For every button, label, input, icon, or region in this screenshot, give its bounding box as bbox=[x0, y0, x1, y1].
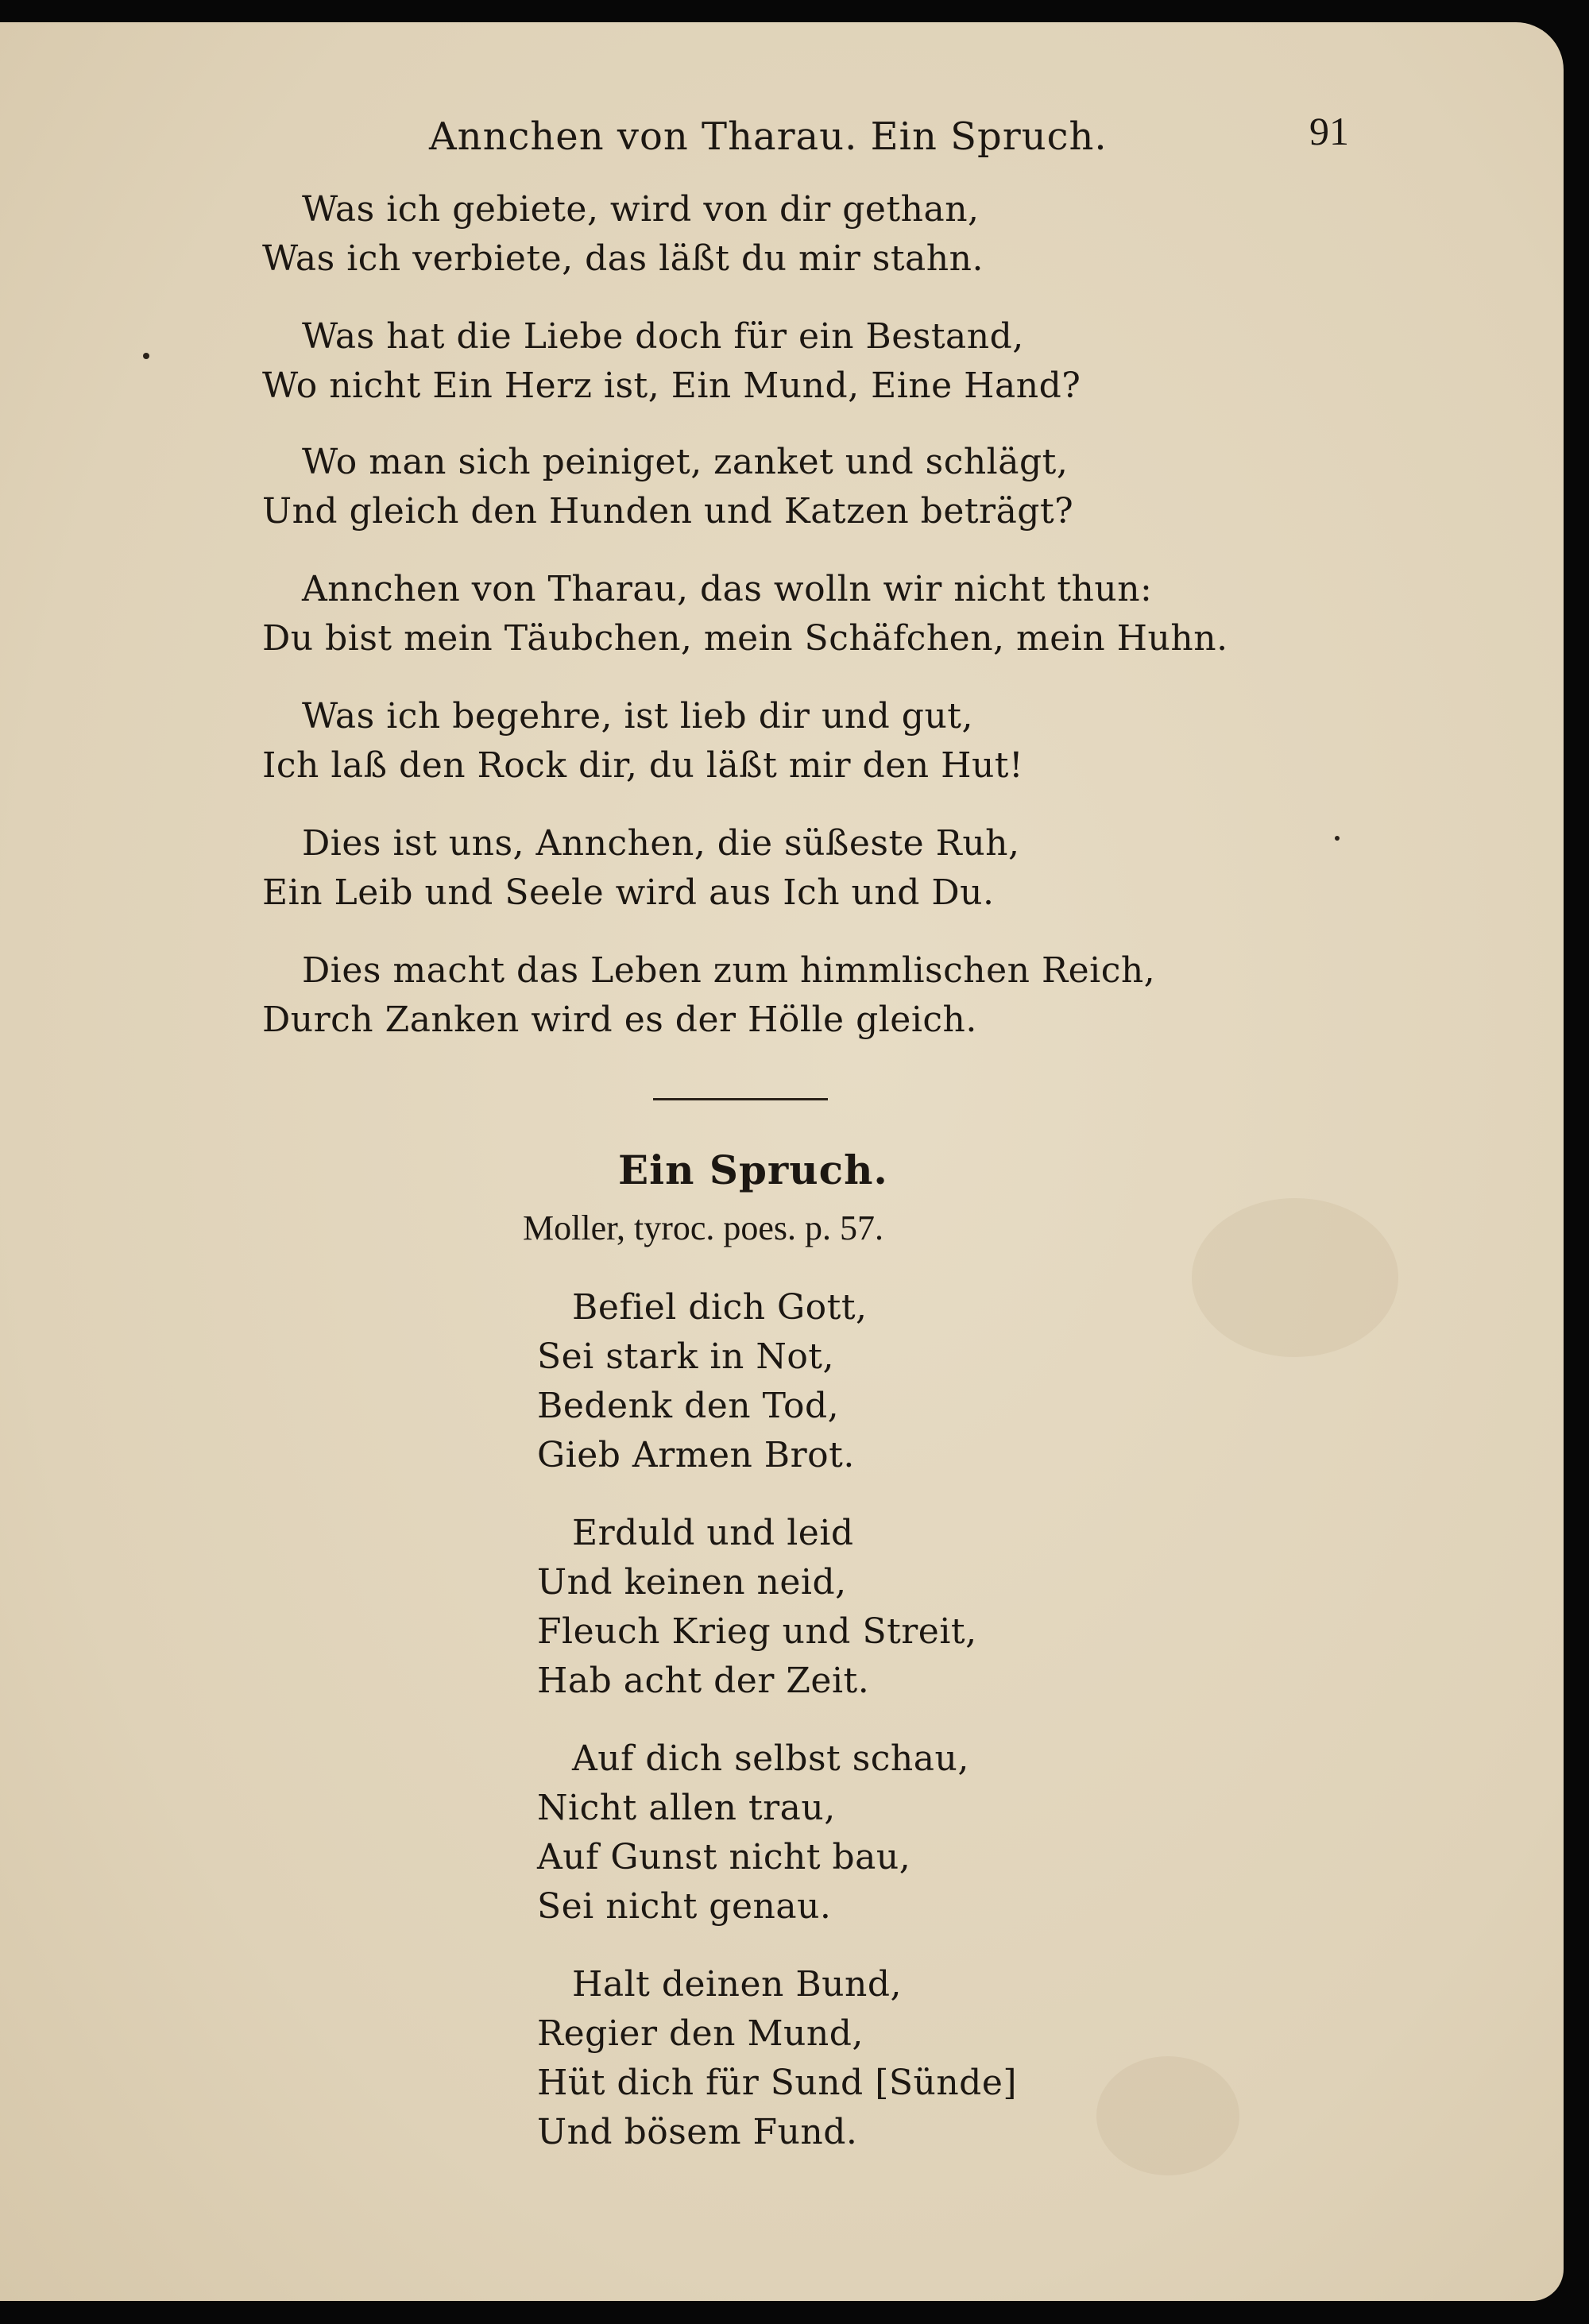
verse-line: Was ich verbiete, das läßt du mir stahn. bbox=[262, 238, 984, 279]
verse-line: Dies ist uns, Annchen, die süßeste Ruh, bbox=[302, 823, 1020, 864]
verse-line: Auf dich selbst schau, bbox=[572, 1738, 969, 1779]
verse-line: Durch Zanken wird es der Hölle gleich. bbox=[262, 1000, 977, 1040]
verse-line: Fleuch Krieg und Streit, bbox=[537, 1611, 977, 1652]
paper-stain bbox=[1096, 2056, 1239, 2175]
verse-line: Sei stark in Not, bbox=[537, 1336, 834, 1377]
verse-line: Bedenk den Tod, bbox=[537, 1386, 840, 1426]
verse-line: Was ich begehre, ist lieb dir und gut, bbox=[302, 696, 973, 737]
verse-line: Ich laß den Rock dir, du läßt mir den Hut! bbox=[262, 745, 1024, 786]
verse-line: Befiel dich Gott, bbox=[572, 1287, 868, 1328]
verse-line: Gieb Armen Brot. bbox=[537, 1435, 855, 1475]
ink-speck bbox=[1335, 836, 1340, 841]
verse-line: Du bist mein Täubchen, mein Schäfchen, mein Huhn. bbox=[262, 618, 1228, 659]
verse-line: Auf Gunst nicht bau, bbox=[537, 1837, 911, 1877]
paper-stain bbox=[1192, 1198, 1398, 1357]
verse-line: Dies macht das Leben zum himmlischen Reich, bbox=[302, 950, 1156, 991]
ink-speck bbox=[143, 353, 149, 359]
verse-line: Sei nicht genau. bbox=[537, 1886, 832, 1927]
verse-line: Was ich gebiete, wird von dir gethan, bbox=[302, 189, 980, 230]
verse-line: Hüt dich für Sund [Sünde] bbox=[537, 2063, 1018, 2103]
verse-line: Halt deinen Bund, bbox=[572, 1964, 902, 2005]
verse-line: Und bösem Fund. bbox=[537, 2112, 858, 2152]
book-page bbox=[0, 22, 1564, 2301]
section-divider bbox=[653, 1098, 828, 1100]
verse-line: Annchen von Tharau, das wolln wir nicht thun: bbox=[302, 569, 1153, 609]
verse-line: Und gleich den Hunden und Katzen beträgt? bbox=[262, 491, 1074, 532]
verse-line: Erduld und leid bbox=[572, 1513, 854, 1553]
verse-line: Ein Leib und Seele wird aus Ich und Du. bbox=[262, 872, 995, 913]
running-header: Annchen von Tharau. Ein Spruch. bbox=[429, 114, 1108, 159]
verse-line: Wo nicht Ein Herz ist, Ein Mund, Eine Hand? bbox=[262, 365, 1081, 406]
verse-line: Hab acht der Zeit. bbox=[537, 1661, 870, 1701]
verse-line: Regier den Mund, bbox=[537, 2013, 864, 2054]
page-number: 91 bbox=[1309, 109, 1349, 153]
verse-line: Wo man sich peiniget, zanket und schlägt, bbox=[302, 442, 1069, 482]
poem-source: Moller, tyroc. poes. p. 57. bbox=[523, 1208, 884, 1247]
verse-line: Was hat die Liebe doch für ein Bestand, bbox=[302, 316, 1024, 357]
verse-line: Nicht allen trau, bbox=[537, 1788, 836, 1828]
poem-title: Ein Spruch. bbox=[618, 1147, 888, 1193]
verse-line: Und keinen neid, bbox=[537, 1562, 847, 1603]
